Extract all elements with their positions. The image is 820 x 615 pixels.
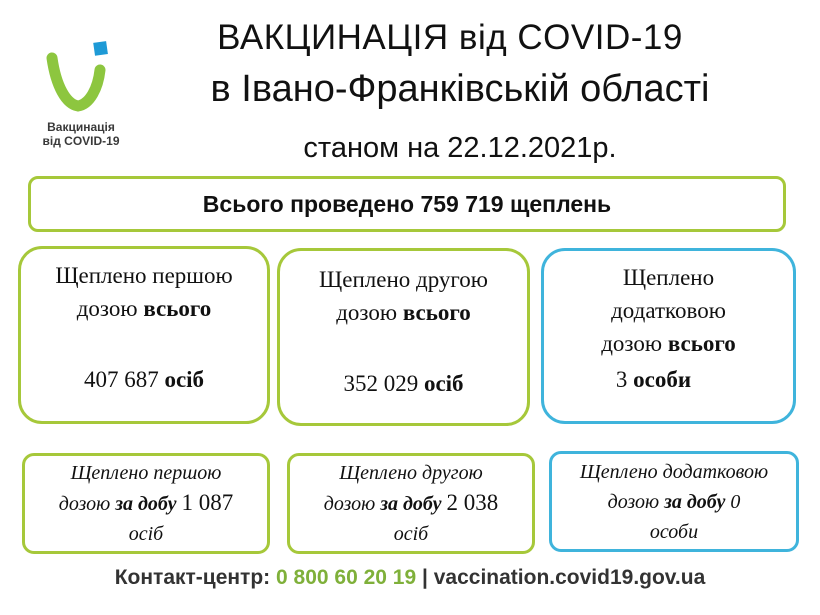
card-first-line2: дозою всього bbox=[76, 296, 212, 321]
card-second-line1: Щеплено другою bbox=[319, 267, 488, 292]
daily-second-line1: Щеплено другою bbox=[339, 462, 483, 484]
daily-booster-line2: дозою за добу 0 bbox=[607, 490, 741, 513]
daily-second-dose bbox=[287, 453, 535, 554]
daily-booster-line1: Щеплено додатковою bbox=[579, 460, 769, 483]
daily-first-unit: осіб bbox=[128, 523, 164, 545]
page-subtitle: в Івано-Франківській області bbox=[210, 68, 710, 110]
card-booster-value: 3 особи bbox=[615, 367, 692, 392]
card-first-dose-total bbox=[18, 246, 270, 424]
card-second-dose-total bbox=[277, 248, 530, 426]
card-booster-line2: додатковою bbox=[611, 298, 726, 323]
total-text: Всього проведено 759 719 щеплень bbox=[202, 190, 612, 217]
card-second-line2: дозою всього bbox=[336, 300, 471, 325]
daily-booster-dose bbox=[549, 451, 799, 552]
card-first-value: 407 687 осіб bbox=[83, 367, 205, 392]
daily-second-line2: дозою за добу 2 038 bbox=[323, 490, 499, 515]
daily-first-line1: Щеплено першою bbox=[70, 462, 222, 484]
daily-second-unit: осіб bbox=[393, 523, 429, 545]
contact-site-link[interactable]: vaccination.covid19.gov.ua bbox=[433, 566, 706, 589]
logo-line-1: Вакцинація bbox=[47, 120, 115, 134]
date-line: станом на 22.12.2021р. bbox=[303, 132, 617, 164]
logo-line-2: від COVID-19 bbox=[42, 134, 120, 148]
daily-first-line2: дозою за добу 1 087 bbox=[58, 490, 234, 515]
v-logo-icon bbox=[40, 36, 120, 116]
card-first-line1: Щеплено першою bbox=[55, 263, 233, 288]
contact-footer bbox=[0, 566, 820, 590]
contact-phone[interactable]: 0 800 60 20 19 bbox=[276, 566, 417, 589]
footer-separator: | bbox=[422, 566, 428, 589]
card-booster-line1: Щеплено bbox=[622, 265, 715, 290]
vaccination-logo bbox=[22, 36, 140, 154]
card-booster-line3: дозою всього bbox=[601, 331, 736, 356]
daily-booster-unit: особи bbox=[649, 520, 699, 543]
total-box bbox=[28, 176, 786, 232]
page-title: ВАКЦИНАЦІЯ від COVID-19 bbox=[217, 18, 683, 57]
daily-first-dose bbox=[22, 453, 270, 554]
card-second-value: 352 029 осіб bbox=[343, 371, 464, 396]
contact-label: Контакт-центр: bbox=[114, 566, 271, 589]
card-booster-dose-total bbox=[541, 248, 796, 424]
